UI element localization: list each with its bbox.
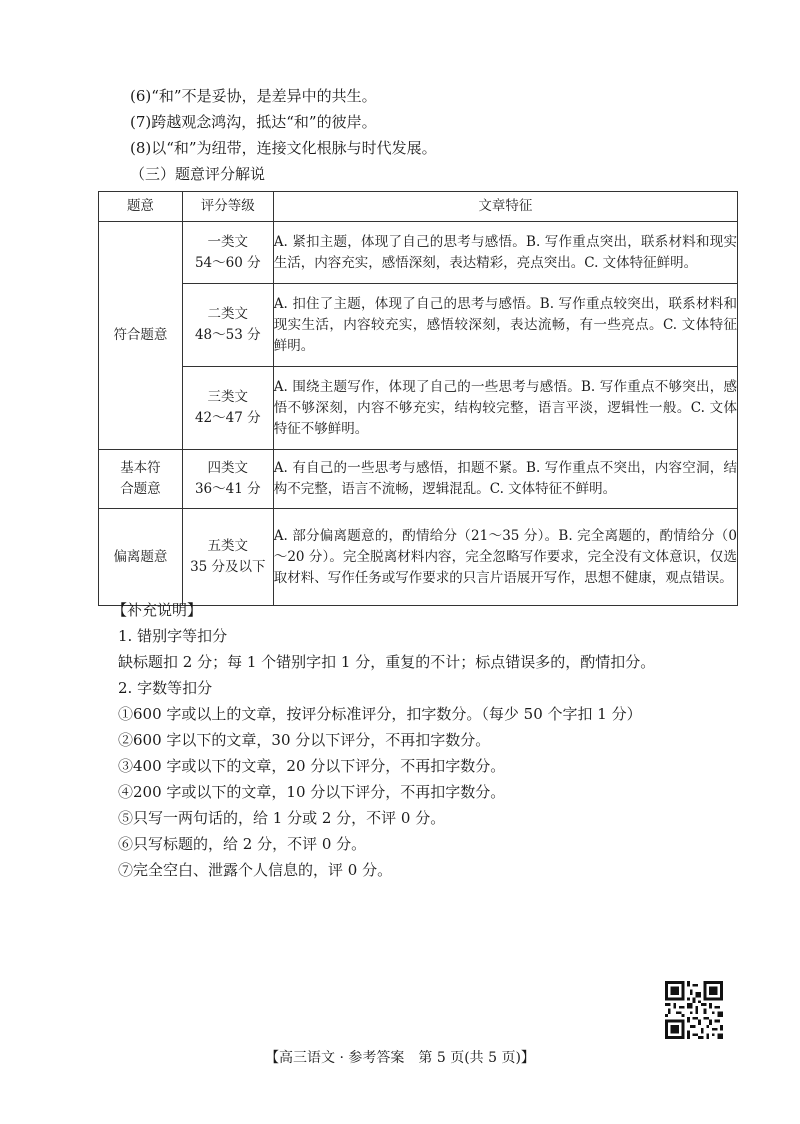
list-item: ⑥只写标题的，给 2 分，不评 0 分。 xyxy=(118,835,367,853)
table-header-row xyxy=(99,192,738,222)
list-item: ⑤只写一两句话的，给 1 分或 2 分，不评 0 分。 xyxy=(118,809,446,827)
section-heading: （三）题意评分解说 xyxy=(130,165,266,183)
header-topic: 题意 xyxy=(99,192,183,222)
list-item: ②600 字以下的文章，30 分以下评分，不再扣字数分。 xyxy=(118,731,491,749)
page-footer: 【高三语文 · 参考答案 第 5 页(共 5 页)】 xyxy=(265,1050,535,1066)
features-cell: A. 有自己的一些思考与感悟，扣题不紧。B. 写作重点不突出，内容空洞，结构不完整，语言不流畅，逻辑混乱。C. 文体特征不鲜明。 xyxy=(273,450,737,509)
supplement-paragraph: 缺标题扣 2 分；每 1 个错别字扣 1 分，重复的不计；标点错误多的，酌情扣分。 xyxy=(118,653,656,671)
answer-line-6: (6)“和”不是妥协，是差异中的共生。 xyxy=(130,87,377,105)
supplement-heading-1: 1. 错别字等扣分 xyxy=(118,627,228,645)
table-row xyxy=(99,222,738,284)
grade-name: 五类文 xyxy=(207,538,249,554)
list-item: ⑦完全空白、泄露个人信息的，评 0 分。 xyxy=(118,861,393,879)
grade-cell xyxy=(182,222,273,284)
category-basically-on-topic xyxy=(99,450,183,509)
scoring-table xyxy=(98,191,738,606)
table-row xyxy=(99,367,738,450)
grade-cell xyxy=(182,509,273,606)
category-on-topic: 符合题意 xyxy=(99,222,183,450)
grade-name: 一类文 xyxy=(207,233,249,250)
table-row xyxy=(99,284,738,367)
grade-cell xyxy=(182,450,273,509)
features-cell: A. 紧扣主题，体现了自己的思考与感悟。B. 写作重点突出，联系材料和现实生活，内容充实，感悟深刻，表达精彩，亮点突出。C. 文体特征鲜明。 xyxy=(273,222,737,284)
features-cell: A. 部分偏离题意的，酌情给分（21～35 分）。B. 完全离题的，酌情给分（0～20 分）。完全脱离材料内容，完全忽略写作要求，完全没有文体意识，仅选取材料、写作任务或写作要求的只言片语展开写作，思想不健康，观点错误。 xyxy=(273,509,737,606)
grade-cell xyxy=(182,284,273,367)
list-item: ④200 字或以下的文章，10 分以下评分，不再扣字数分。 xyxy=(118,783,506,801)
grade-name: 二类文 xyxy=(207,306,249,322)
table-row xyxy=(99,450,738,509)
grade-cell xyxy=(182,367,273,450)
list-item: ①600 字或以上的文章，按评分标准评分，扣字数分。（每少 50 个字扣 1 分） xyxy=(118,705,642,723)
header-features: 文章特征 xyxy=(273,192,737,222)
grade-range: 35 分及以下 xyxy=(190,559,266,575)
answer-line-7: (7)跨越观念鸿沟，抵达“和”的彼岸。 xyxy=(130,113,377,131)
category-line: 合题意 xyxy=(120,481,161,497)
features-cell: A. 围绕主题写作，体现了自己的一些思考与感悟。B. 写作重点不够突出，感悟不够深刻，内容不够充实，结构较完整，语言平淡，逻辑性一般。C. 文体特征不够鲜明。 xyxy=(273,367,737,450)
supplement-heading-2: 2. 字数等扣分 xyxy=(118,679,213,697)
qr-code-icon xyxy=(665,981,723,1039)
features-cell: A. 扣住了主题，体现了自己的思考与感悟。B. 写作重点较突出，联系材料和现实生活，内容较充实，感悟较深刻，表达流畅，有一些亮点。C. 文体特征鲜明。 xyxy=(273,284,737,367)
category-line: 基本符 xyxy=(120,460,161,476)
grade-name: 四类文 xyxy=(207,460,249,476)
grade-range: 48～53 分 xyxy=(194,327,261,343)
answer-line-8: (8)以“和”为纽带，连接文化根脉与时代发展。 xyxy=(130,139,437,157)
supplement-title: 【补充说明】 xyxy=(112,601,203,619)
grade-name: 三类文 xyxy=(207,389,249,405)
table-row xyxy=(99,509,738,606)
list-item: ③400 字或以下的文章，20 分以下评分，不再扣字数分。 xyxy=(118,757,506,775)
grade-range: 54～60 分 xyxy=(194,254,261,271)
grade-range: 36～41 分 xyxy=(194,481,261,497)
grade-range: 42～47 分 xyxy=(194,410,261,426)
header-grade: 评分等级 xyxy=(182,192,273,222)
category-off-topic: 偏离题意 xyxy=(99,509,183,606)
